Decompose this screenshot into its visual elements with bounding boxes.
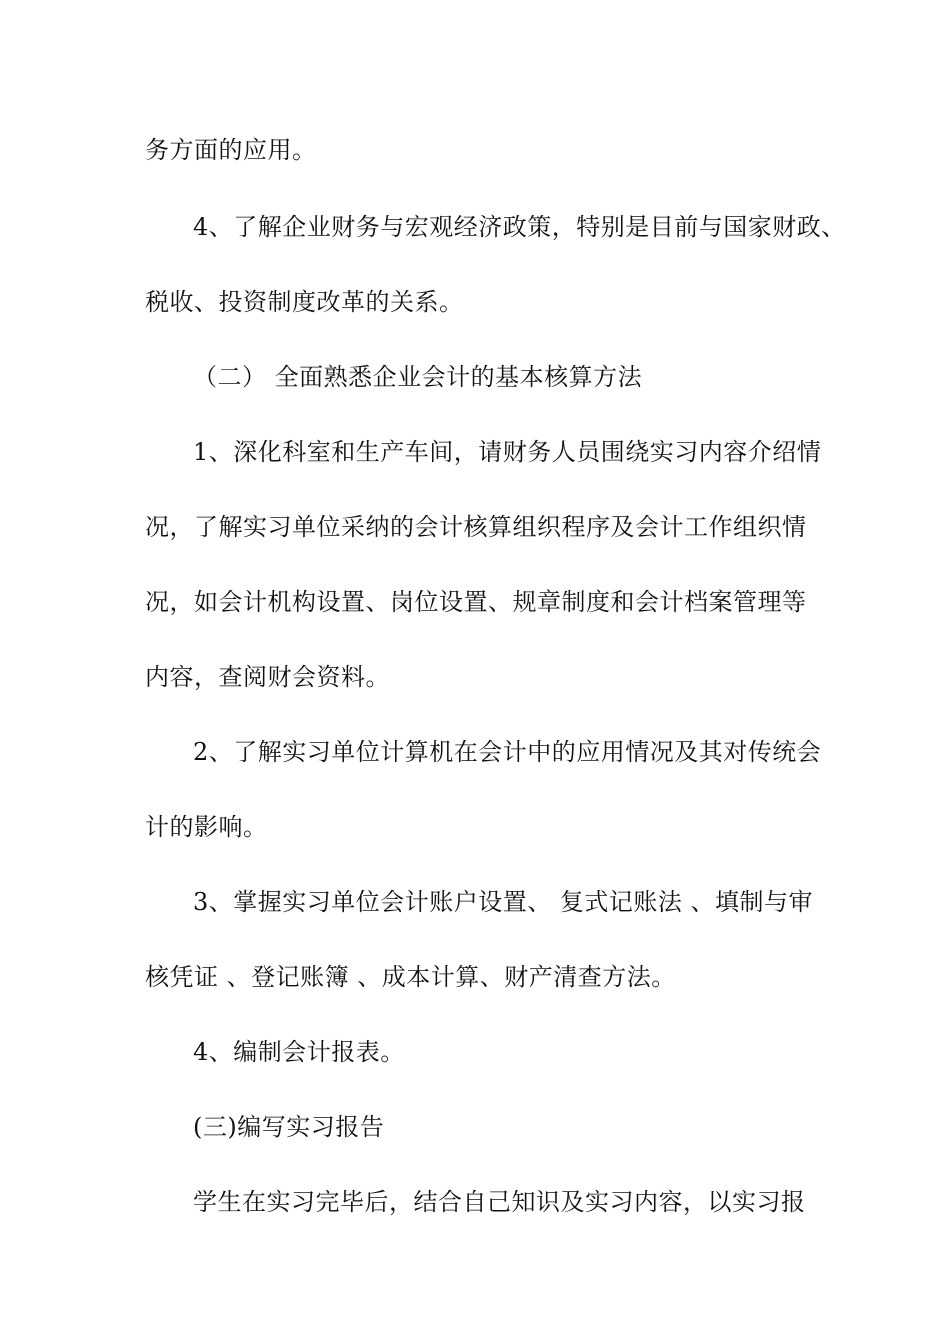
text-line-9: 2、了解实习单位计算机在会计中的应用情况及其对传统会 (193, 738, 822, 766)
text-line-2: 4、了解企业财务与宏观经济政策，特别是目前与国家财政、 (193, 213, 846, 241)
text-line-5: 1、深化科室和生产车间，请财务人员围绕实习内容介绍情 (193, 438, 822, 466)
text-line-11: 3、掌握实习单位会计账户设置、 复式记账法 、填制与审 (193, 888, 814, 916)
text-line-7: 况，如会计机构设置、岗位设置、规章制度和会计档案管理等 (145, 588, 807, 616)
section-heading-2: （二） 全面熟悉企业会计的基本核算方法 (193, 363, 643, 391)
text-line-6: 况，了解实习单位采纳的会计核算组织程序及会计工作组织情 (145, 513, 807, 541)
text-line-15: 学生在实习完毕后，结合自己知识及实习内容，以实习报 (193, 1188, 806, 1216)
text-line-3: 税收、投资制度改革的关系。 (145, 288, 464, 316)
text-line-8: 内容，查阅财会资料。 (145, 663, 390, 691)
section-heading-3: (三)编写实习报告 (193, 1113, 385, 1141)
text-line-13: 4、编制会计报表。 (193, 1038, 405, 1066)
text-line-10: 计的影响。 (145, 813, 268, 841)
text-line-12: 核凭证 、登记账簿 、成本计算、财产清查方法。 (145, 963, 676, 991)
text-line-1: 务方面的应用。 (145, 136, 317, 164)
